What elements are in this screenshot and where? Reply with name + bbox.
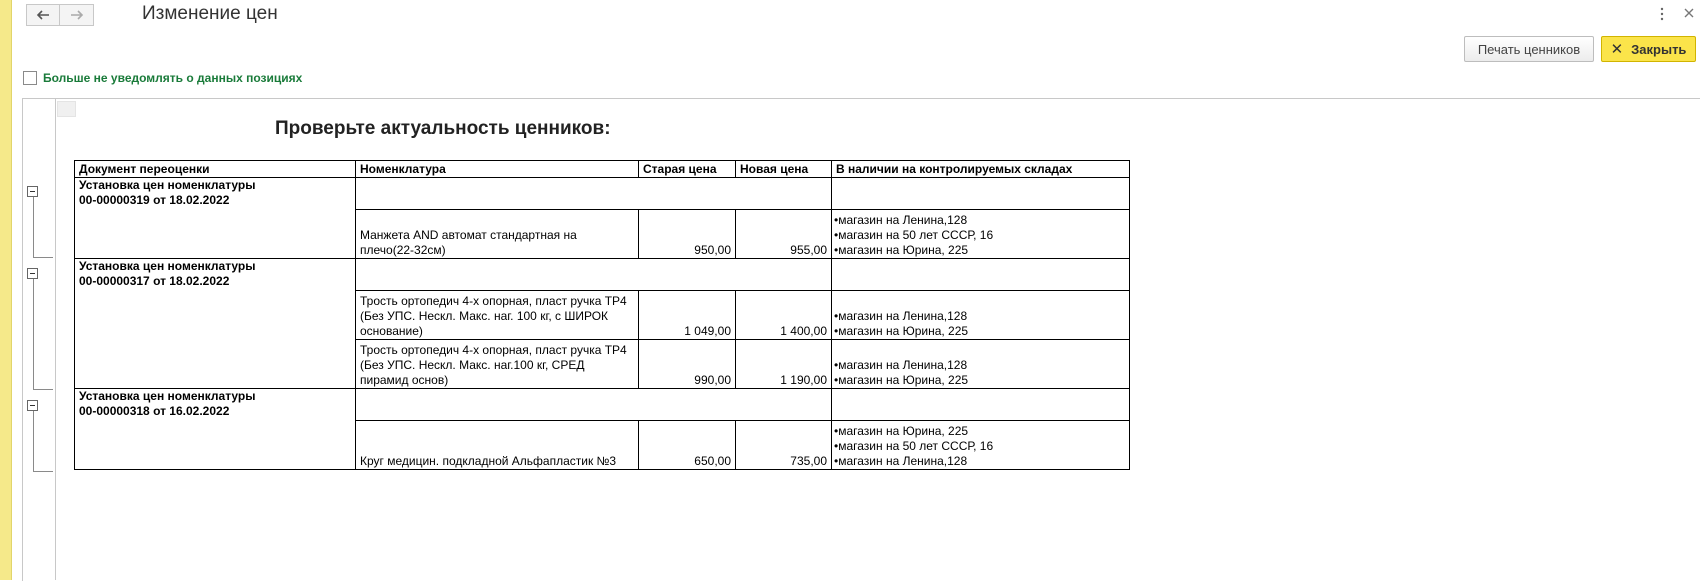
warehouse-item: •магазин на Ленина,128 bbox=[834, 309, 968, 323]
price-check-table bbox=[74, 160, 1130, 470]
document-number: 00-00000318 от 16.02.2022 bbox=[79, 404, 230, 418]
warehouses-cell bbox=[832, 421, 1130, 470]
item-name: Манжета AND автомат стандартная на плечо(22-32см) bbox=[356, 210, 639, 259]
warehouses-cell bbox=[832, 210, 1130, 259]
document-number: 00-00000317 от 18.02.2022 bbox=[79, 274, 230, 288]
group-2-bracket bbox=[33, 279, 34, 389]
item-name: Трость ортопедич 4-х опорная, пласт ручка ТР4 (Без УПС. Нескл. Макс. наг.100 кг, СРЕД пирамид основ) bbox=[356, 340, 639, 389]
group-1-bracket bbox=[33, 197, 34, 257]
warehouse-item: •магазин на Юрина, 225 bbox=[834, 424, 969, 438]
arrow-right-icon bbox=[70, 10, 84, 20]
warehouse-item: •магазин на Юрина, 225 bbox=[834, 243, 969, 257]
gutter-divider bbox=[55, 98, 56, 580]
warehouse-item: •магазин на 50 лет СССР, 16 bbox=[834, 439, 994, 453]
old-price: 990,00 bbox=[639, 340, 736, 389]
collapse-group-2-icon[interactable] bbox=[27, 268, 38, 279]
group-3-bracket-end bbox=[33, 471, 53, 472]
group-header-row bbox=[75, 259, 1130, 291]
close-x-icon: ✕ bbox=[1610, 41, 1624, 58]
group-1-bracket-end bbox=[33, 257, 53, 258]
warehouse-item: •магазин на Ленина,128 bbox=[834, 454, 968, 468]
column-header: Номенклатура bbox=[356, 161, 639, 178]
report-corner-cell bbox=[57, 101, 76, 117]
document-type: Установка цен номенклатуры bbox=[79, 389, 256, 403]
forward-button[interactable] bbox=[60, 4, 94, 26]
warehouse-item: •магазин на Юрина, 225 bbox=[834, 324, 969, 338]
notify-checkbox-label[interactable]: Больше не уведомлять о данных позициях bbox=[43, 71, 303, 85]
arrow-left-icon bbox=[36, 10, 50, 20]
print-price-tags-button[interactable] bbox=[1464, 36, 1594, 62]
old-price: 1 049,00 bbox=[639, 291, 736, 340]
column-header: Старая цена bbox=[639, 161, 736, 178]
group-header-row bbox=[75, 389, 1130, 421]
left-edge-strip bbox=[0, 0, 12, 580]
group-header-row bbox=[75, 178, 1130, 210]
group-2-bracket-end bbox=[33, 389, 53, 390]
back-button[interactable] bbox=[26, 4, 60, 26]
column-header: Новая цена bbox=[736, 161, 832, 178]
document-type: Установка цен номенклатуры bbox=[79, 178, 256, 192]
warehouse-item: •магазин на Ленина,128 bbox=[834, 358, 968, 372]
new-price: 955,00 bbox=[736, 210, 832, 259]
window-title: Изменение цен bbox=[142, 3, 278, 24]
new-price: 735,00 bbox=[736, 421, 832, 470]
notify-checkbox[interactable] bbox=[23, 71, 37, 85]
close-button[interactable] bbox=[1601, 36, 1696, 62]
vertical-dots-icon[interactable] bbox=[1659, 6, 1665, 22]
group-3-bracket bbox=[33, 411, 34, 471]
item-name: Круг медицин. подкладной Альфапластик №3 bbox=[356, 421, 639, 470]
empty-cell bbox=[832, 178, 1130, 210]
column-header: В наличии на контролируемых складах bbox=[832, 161, 1130, 178]
document-type: Установка цен номенклатуры bbox=[79, 259, 256, 273]
item-name: Трость ортопедич 4-х опорная, пласт ручка ТР4 (Без УПС. Нескл. Макс. наг. 100 кг, с ШИРОК основание) bbox=[356, 291, 639, 340]
document-cell[interactable] bbox=[75, 389, 356, 470]
empty-cell bbox=[356, 259, 832, 291]
warehouse-item: •магазин на 50 лет СССР, 16 bbox=[834, 228, 994, 242]
notify-checkbox-row bbox=[23, 71, 302, 85]
empty-cell bbox=[356, 178, 832, 210]
old-price: 950,00 bbox=[639, 210, 736, 259]
warehouse-item: •магазин на Юрина, 225 bbox=[834, 373, 969, 387]
empty-cell bbox=[356, 389, 832, 421]
collapse-group-3-icon[interactable] bbox=[27, 400, 38, 411]
new-price: 1 190,00 bbox=[736, 340, 832, 389]
document-cell[interactable] bbox=[75, 178, 356, 259]
warehouses-cell bbox=[832, 340, 1130, 389]
report-heading: Проверьте актуальность ценников: bbox=[275, 118, 611, 139]
close-icon[interactable] bbox=[1682, 6, 1696, 20]
empty-cell bbox=[832, 259, 1130, 291]
close-button-label: Закрыть bbox=[1631, 41, 1687, 57]
collapse-group-1-icon[interactable] bbox=[27, 186, 38, 197]
table-header-row bbox=[75, 161, 1130, 178]
warehouses-cell bbox=[832, 291, 1130, 340]
document-number: 00-00000319 от 18.02.2022 bbox=[79, 193, 230, 207]
empty-cell bbox=[832, 389, 1130, 421]
warehouse-item: •магазин на Ленина,128 bbox=[834, 213, 968, 227]
navigation-buttons bbox=[26, 4, 94, 26]
new-price: 1 400,00 bbox=[736, 291, 832, 340]
old-price: 650,00 bbox=[639, 421, 736, 470]
print-price-tags-label: Печать ценников bbox=[1477, 41, 1581, 57]
column-header: Документ переоценки bbox=[75, 161, 356, 178]
document-cell[interactable] bbox=[75, 259, 356, 389]
